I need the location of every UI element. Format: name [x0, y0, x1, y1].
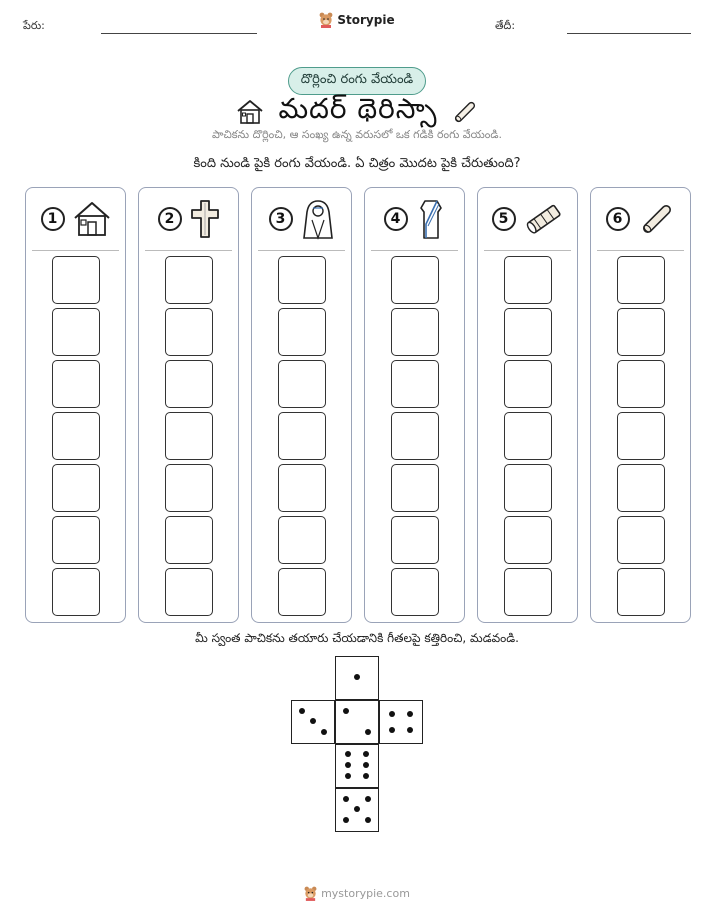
dice-face-2: [335, 700, 379, 744]
dice-face-6: [335, 744, 379, 788]
column-3: [251, 187, 352, 623]
stick-icon: [452, 99, 478, 125]
color-box[interactable]: [391, 256, 439, 304]
color-box[interactable]: [391, 308, 439, 356]
stick-icon: [638, 200, 676, 238]
name-line[interactable]: [101, 33, 257, 34]
brand-logo: [0, 12, 714, 28]
color-box[interactable]: [391, 464, 439, 512]
color-box[interactable]: [617, 256, 665, 304]
column-number: 2: [158, 207, 182, 231]
color-box[interactable]: [52, 464, 100, 512]
column-1: [25, 187, 126, 623]
color-box[interactable]: [617, 412, 665, 460]
color-box[interactable]: [52, 308, 100, 356]
color-box[interactable]: [165, 412, 213, 460]
name-label: పేరు:: [23, 19, 45, 32]
house-icon: [73, 200, 111, 238]
nun-icon: [301, 198, 335, 240]
color-box[interactable]: [617, 568, 665, 616]
scroll-icon: [524, 199, 564, 239]
date-line[interactable]: [567, 33, 691, 34]
color-box[interactable]: [278, 412, 326, 460]
page-title: మదర్ థెరిస్సా: [278, 92, 438, 125]
dice-face-3: [291, 700, 335, 744]
cross-icon: [190, 199, 220, 239]
color-box[interactable]: [617, 464, 665, 512]
color-box[interactable]: [504, 308, 552, 356]
column-5: [477, 187, 578, 623]
columns-grid: [25, 187, 691, 623]
instruction: కింది నుండి పైకి రంగు వేయండి. ఏ చిత్రం మొదట పైకి చేరుతుంది?: [193, 156, 521, 171]
color-box[interactable]: [52, 360, 100, 408]
dice-net: [291, 656, 424, 834]
bear-face-icon: [319, 12, 333, 28]
color-box[interactable]: [165, 568, 213, 616]
color-box[interactable]: [617, 360, 665, 408]
color-box[interactable]: [391, 412, 439, 460]
footer: [0, 886, 714, 901]
column-4: [364, 187, 465, 623]
color-box[interactable]: [165, 256, 213, 304]
title-row: [0, 92, 714, 132]
brand-name: Storypie: [337, 13, 395, 27]
color-box[interactable]: [504, 516, 552, 564]
color-box[interactable]: [52, 568, 100, 616]
color-box[interactable]: [278, 308, 326, 356]
color-box[interactable]: [504, 464, 552, 512]
column-number: 6: [606, 207, 630, 231]
date-label: తేదీ:: [495, 19, 516, 32]
subtitle: పాచికను దొర్లించి, ఆ సంఖ్య ఉన్న వరుసలో ఒక గడికి రంగు వేయండి.: [212, 128, 502, 141]
color-box[interactable]: [504, 256, 552, 304]
column-number: 1: [41, 207, 65, 231]
dice-face-1: [335, 656, 379, 700]
color-box[interactable]: [504, 360, 552, 408]
color-box[interactable]: [278, 464, 326, 512]
color-box[interactable]: [278, 516, 326, 564]
color-box[interactable]: [52, 256, 100, 304]
house-icon: [236, 99, 264, 125]
color-box[interactable]: [165, 464, 213, 512]
column-number: 3: [269, 207, 293, 231]
color-box[interactable]: [165, 360, 213, 408]
column-2: [138, 187, 239, 623]
color-box[interactable]: [617, 308, 665, 356]
color-box[interactable]: [504, 412, 552, 460]
dice-face-5: [335, 788, 379, 832]
column-number: 5: [492, 207, 516, 231]
color-box[interactable]: [278, 256, 326, 304]
activity-badge: దొర్లించి రంగు వేయండి: [288, 67, 426, 95]
color-box[interactable]: [504, 568, 552, 616]
color-box[interactable]: [391, 360, 439, 408]
color-box[interactable]: [52, 412, 100, 460]
color-box[interactable]: [165, 308, 213, 356]
color-box[interactable]: [391, 568, 439, 616]
color-box[interactable]: [52, 516, 100, 564]
cut-instruction: మీ స్వంత పాచికను తయారు చేయడానికి గీతలపై కత్తిరించి, మడవండి.: [195, 631, 519, 645]
color-box[interactable]: [391, 516, 439, 564]
sari-icon: [416, 198, 446, 240]
footer-url[interactable]: mystorypie.com: [321, 887, 410, 900]
color-box[interactable]: [278, 568, 326, 616]
color-box[interactable]: [617, 516, 665, 564]
color-box[interactable]: [278, 360, 326, 408]
column-6: [590, 187, 691, 623]
dice-face-4: [379, 700, 423, 744]
color-box[interactable]: [165, 516, 213, 564]
column-number: 4: [384, 207, 408, 231]
bear-face-icon: [304, 886, 317, 901]
